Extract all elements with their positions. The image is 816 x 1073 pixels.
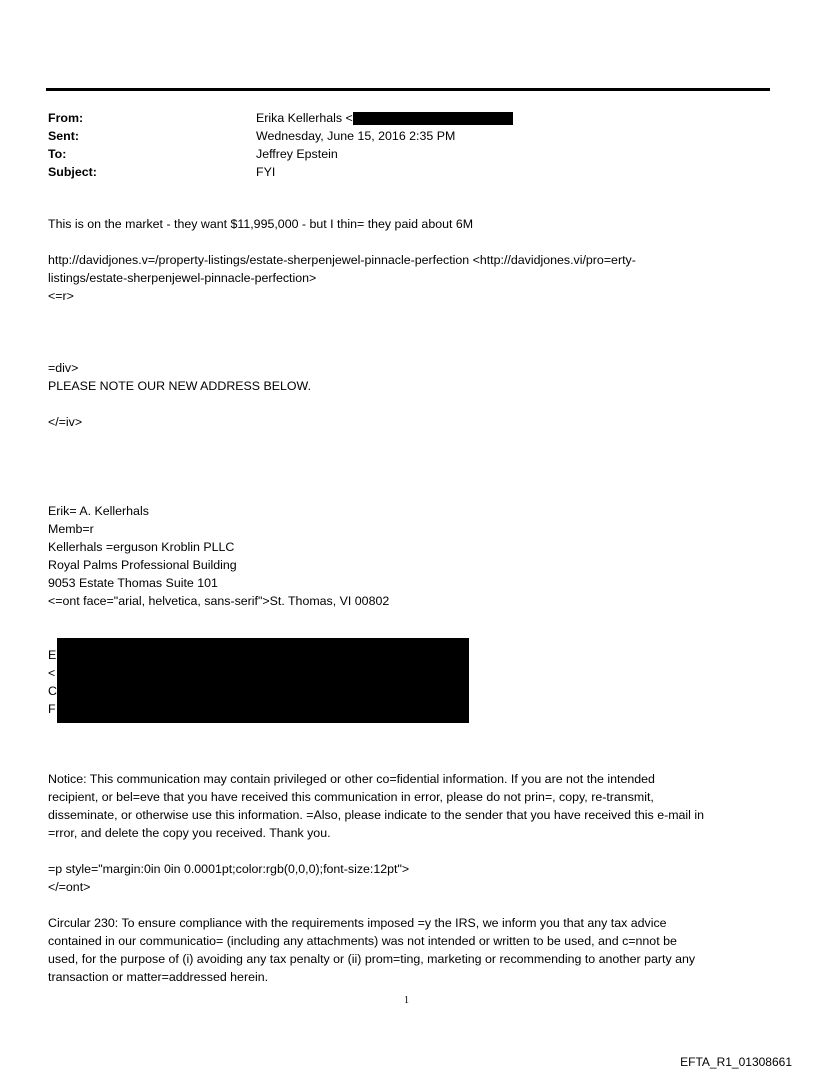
div-close-text: </=iv>: [48, 415, 83, 429]
notice-line: disseminate, or otherwise use this information. =Also, please indicate to the sender that you have received this e-mail in: [48, 808, 705, 822]
subject-label: Subject:: [48, 165, 97, 179]
to-label: To:: [48, 147, 67, 161]
redacted-contact-fragments: [48, 646, 57, 718]
link-line: <=r>: [48, 289, 74, 303]
signature-line: <=ont face="arial, helvetica, sans-serif">St. Thomas, VI 00802: [48, 594, 390, 608]
fragment: <: [48, 666, 56, 680]
signature-line: 9053 Estate Thomas Suite 101: [48, 576, 218, 590]
link-line[interactable]: listings/estate-sherpenjewel-pinnacle-perfection>: [48, 271, 317, 285]
notice-paragraph: [48, 770, 704, 842]
bates-number: EFTA_R1_01308661: [680, 1055, 792, 1069]
notice-line: recipient, or bel=eve that you have received this communication in error, please do not prin=, copy, re-transmit,: [48, 790, 654, 804]
fragment: F: [48, 702, 56, 716]
code-line: =p style="margin:0in 0in 0.0001pt;color:rgb(0,0,0);font-size:12pt">: [48, 862, 410, 876]
page-number: 1: [404, 995, 409, 1006]
redacted-email: [353, 112, 513, 125]
signature-block: [48, 502, 389, 610]
circular-line: contained in our communicatio= (including any attachments) was not intended or written to be used, and c=nnot be: [48, 934, 677, 948]
circular-line: transaction or matter=addressed herein.: [48, 970, 269, 984]
notice-line: =rror, and delete the copy you received. Thank you.: [48, 826, 331, 840]
from-value: Erika Kellerhals <: [256, 109, 513, 127]
header-rule: [46, 88, 770, 91]
redaction-box: [57, 638, 469, 723]
code-line: </=ont>: [48, 880, 91, 894]
signature-line: Memb=r: [48, 522, 94, 536]
circular-line: used, for the purpose of (i) avoiding any tax penalty or (ii) prom=ting, marketing or recommending to another party any: [48, 952, 696, 966]
signature-line: Royal Palms Professional Building: [48, 558, 237, 572]
style-code-lines: [48, 860, 409, 896]
listing-link: [48, 251, 636, 305]
notice-line: Notice: This communication may contain privileged or other co=fidential information. If you are not the intended: [48, 772, 655, 786]
circular-line: Circular 230: To ensure compliance with the requirements imposed =y the IRS, we inform you that any tax advice: [48, 916, 667, 930]
sent-value: Wednesday, June 15, 2016 2:35 PM: [256, 129, 456, 143]
div-open-text: =div>: [48, 361, 79, 375]
signature-line: Erik= A. Kellerhals: [48, 504, 149, 518]
intro-text: This is on the market - they want $11,995,000 - but I thin= they paid about 6M: [48, 217, 474, 231]
fragment: E: [48, 648, 57, 662]
to-value: Jeffrey Epstein: [256, 147, 338, 161]
subject-value: FYI: [256, 165, 276, 179]
sent-label: Sent:: [48, 129, 79, 143]
signature-line: Kellerhals =erguson Kroblin PLLC: [48, 540, 235, 554]
from-label: From:: [48, 111, 84, 125]
link-line[interactable]: http://davidjones.v=/property-listings/estate-sherpenjewel-pinnacle-perfection <http://davidjones.vi/pro=erty-: [48, 253, 636, 267]
fragment: C: [48, 684, 57, 698]
address-note: PLEASE NOTE OUR NEW ADDRESS BELOW.: [48, 379, 312, 393]
circular-230-paragraph: [48, 914, 695, 986]
